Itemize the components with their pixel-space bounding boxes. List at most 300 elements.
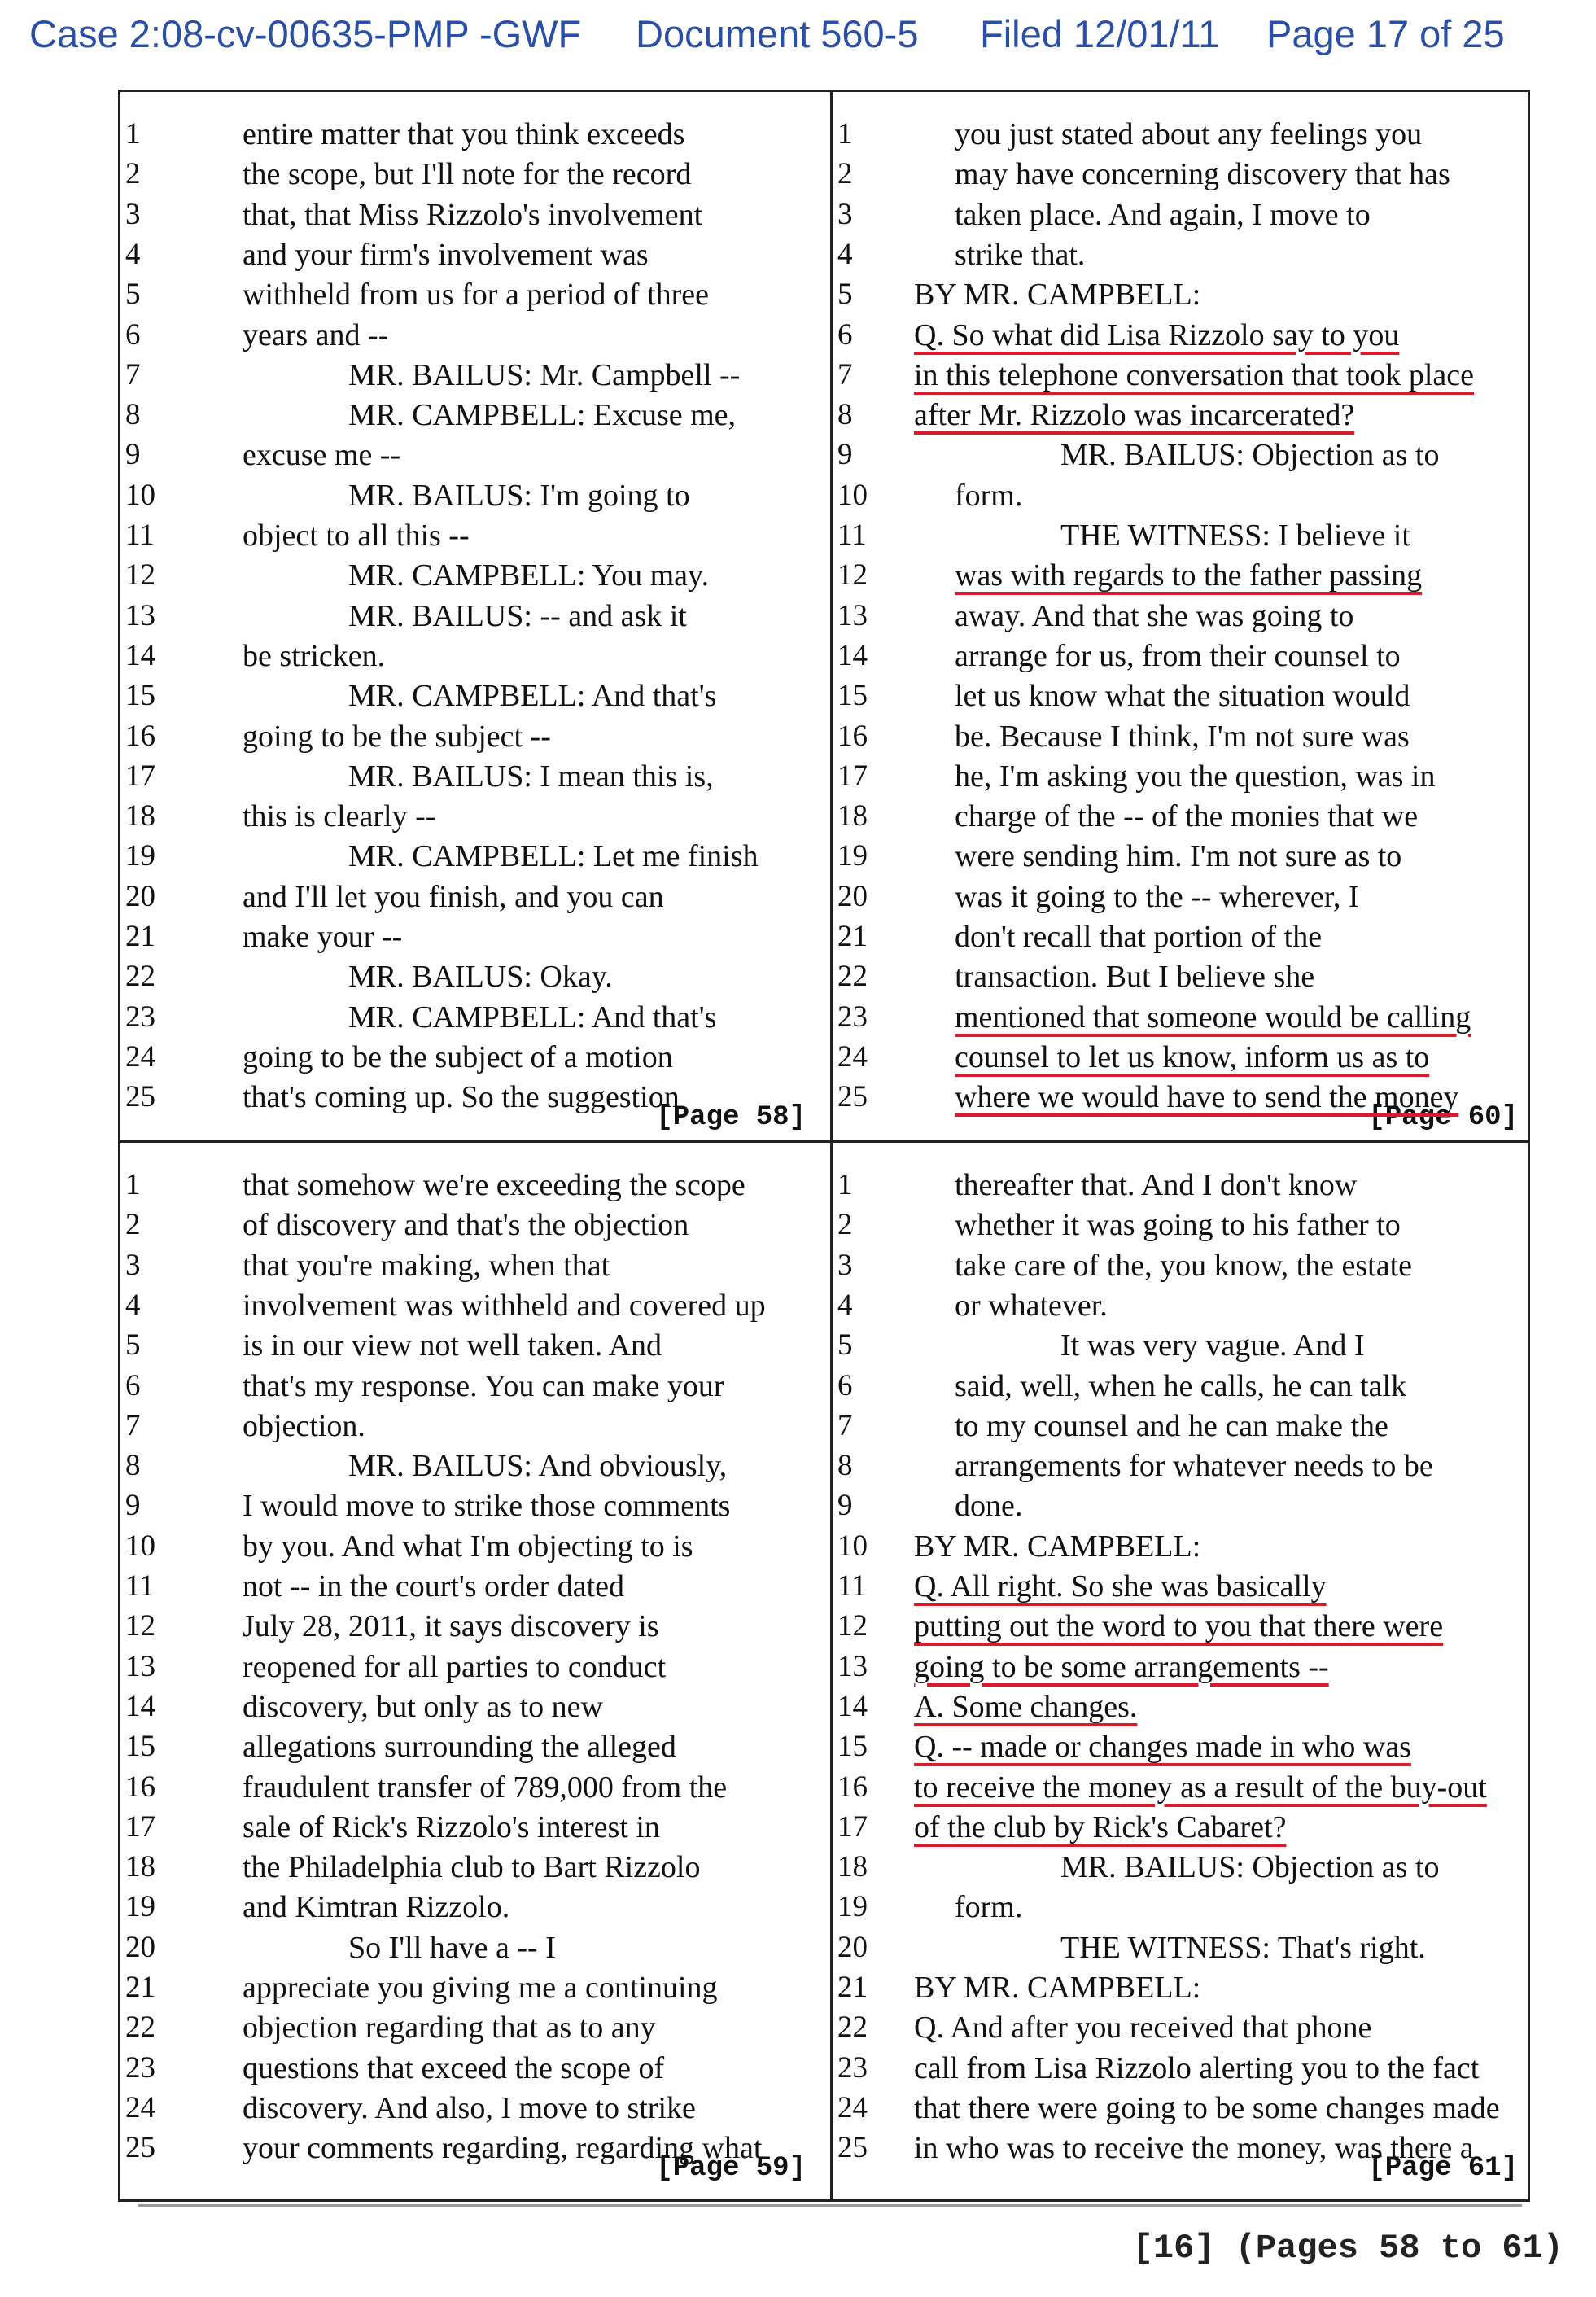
line-text: was with regards to the father passing bbox=[955, 558, 1423, 593]
transcript-line bbox=[833, 2049, 1533, 2088]
line-text: were sending him. I'm not sure as to bbox=[955, 839, 1402, 874]
transcript-line bbox=[120, 1768, 820, 1807]
line-text: is in our view not well taken. And bbox=[243, 1328, 662, 1363]
transcript-line bbox=[120, 1367, 820, 1406]
transcript-line bbox=[120, 556, 820, 595]
line-text: Q. And after you received that phone bbox=[914, 2010, 1372, 2045]
line-number: 23 bbox=[125, 2050, 155, 2085]
transcript-line bbox=[120, 435, 820, 475]
transcript-line bbox=[833, 476, 1533, 515]
line-text: be stricken. bbox=[243, 638, 386, 673]
transcript-line bbox=[833, 957, 1533, 996]
transcript-line bbox=[833, 2008, 1533, 2047]
line-number: 15 bbox=[125, 679, 155, 713]
line-text: Q. So what did Lisa Rizzolo say to you bbox=[914, 317, 1400, 352]
line-number: 16 bbox=[125, 719, 155, 753]
transcript-page-61 bbox=[833, 1143, 1533, 2189]
line-number: 13 bbox=[837, 1649, 868, 1683]
line-number: 4 bbox=[125, 237, 141, 271]
line-number: 11 bbox=[125, 1569, 155, 1603]
line-number: 13 bbox=[837, 598, 868, 632]
page-label: [Page 61] bbox=[1368, 2153, 1518, 2184]
line-text: charge of the -- of the monies that we bbox=[955, 799, 1419, 834]
transcript-page-59 bbox=[120, 1143, 820, 2189]
line-text: July 28, 2011, it says discovery is bbox=[243, 1609, 659, 1644]
line-text: withheld from us for a period of three bbox=[243, 278, 709, 313]
line-number: 12 bbox=[837, 1609, 868, 1643]
line-number: 12 bbox=[125, 1609, 155, 1643]
line-text: MR. BAILUS: Mr. Campbell -- bbox=[348, 357, 741, 392]
line-number: 19 bbox=[125, 839, 155, 873]
transcript-line bbox=[120, 1687, 820, 1726]
line-text: excuse me -- bbox=[243, 438, 401, 473]
line-text: going to be some arrangements -- bbox=[914, 1649, 1329, 1684]
line-text: MR. BAILUS: And obviously, bbox=[348, 1449, 728, 1484]
line-text: done. bbox=[955, 1489, 1023, 1524]
line-number: 4 bbox=[837, 237, 853, 271]
line-number: 11 bbox=[125, 518, 155, 552]
line-number: 12 bbox=[837, 558, 868, 593]
line-number: 10 bbox=[125, 478, 155, 512]
transcript-line bbox=[833, 998, 1533, 1037]
transcript-line bbox=[833, 1848, 1533, 1887]
transcript-line bbox=[120, 1727, 820, 1766]
line-number: 7 bbox=[125, 1408, 141, 1442]
line-number: 14 bbox=[837, 638, 868, 672]
line-number: 1 bbox=[837, 1168, 853, 1201]
transcript-line bbox=[120, 957, 820, 996]
transcript-line bbox=[120, 1888, 820, 1927]
line-number: 17 bbox=[125, 759, 155, 793]
line-text: MR. BAILUS: -- and ask it bbox=[348, 598, 687, 633]
transcript-line bbox=[833, 1205, 1533, 1245]
line-number: 6 bbox=[125, 317, 141, 352]
line-text: that's my response. You can make your bbox=[243, 1368, 724, 1403]
line-text: thereafter that. And I don't know bbox=[955, 1168, 1358, 1202]
transcript-line bbox=[833, 1367, 1533, 1406]
line-text: MR. CAMPBELL: Let me finish bbox=[348, 839, 759, 874]
line-number: 22 bbox=[125, 2010, 155, 2045]
line-number: 19 bbox=[125, 1890, 155, 1924]
transcript-line bbox=[833, 1768, 1533, 1807]
transcript-line bbox=[120, 1166, 820, 1205]
line-number: 2 bbox=[125, 1208, 141, 1242]
line-number: 21 bbox=[837, 920, 868, 953]
line-number: 8 bbox=[837, 1449, 853, 1483]
line-number: 7 bbox=[837, 357, 853, 392]
line-text: BY MR. CAMPBELL: bbox=[914, 278, 1201, 313]
transcript-line bbox=[833, 155, 1533, 194]
line-text: sale of Rick's Rizzolo's interest in bbox=[243, 1809, 660, 1844]
transcript-line bbox=[833, 516, 1533, 555]
transcript-line bbox=[120, 1205, 820, 1245]
line-text: counsel to let us know, inform us as to bbox=[955, 1039, 1430, 1074]
line-number: 18 bbox=[125, 1850, 155, 1884]
line-number: 5 bbox=[837, 1328, 853, 1363]
transcript-line bbox=[120, 2089, 820, 2128]
line-text: was it going to the -- wherever, I bbox=[955, 879, 1359, 914]
line-number: 24 bbox=[837, 2090, 868, 2124]
line-text: MR. CAMPBELL: Excuse me, bbox=[348, 398, 737, 433]
transcript-line bbox=[833, 877, 1533, 917]
transcript-line bbox=[120, 1446, 820, 1485]
line-text: mentioned that someone would be calling bbox=[955, 1000, 1471, 1035]
line-number: 9 bbox=[125, 438, 141, 472]
line-text: the Philadelphia club to Bart Rizzolo bbox=[243, 1850, 701, 1885]
line-number: 17 bbox=[837, 759, 868, 793]
line-text: be. Because I think, I'm not sure was bbox=[955, 719, 1410, 754]
transcript-line bbox=[833, 316, 1533, 355]
line-number: 9 bbox=[125, 1489, 141, 1523]
line-text: objection. bbox=[243, 1408, 365, 1443]
line-number: 23 bbox=[837, 2050, 868, 2085]
transcript-line bbox=[833, 1486, 1533, 1525]
line-text: I would move to strike those comments bbox=[243, 1489, 731, 1524]
page-label: [Page 58] bbox=[656, 1102, 806, 1133]
transcript-line bbox=[833, 1607, 1533, 1646]
transcript-line bbox=[833, 757, 1533, 796]
transcript-line bbox=[120, 917, 820, 956]
line-number: 10 bbox=[125, 1529, 155, 1563]
transcript-line bbox=[833, 1166, 1533, 1205]
line-number: 16 bbox=[837, 1770, 868, 1804]
transcript-line bbox=[120, 1486, 820, 1525]
line-number: 11 bbox=[837, 1569, 867, 1603]
line-text: that there were going to be some changes made bbox=[914, 2090, 1500, 2125]
transcript-line bbox=[833, 1286, 1533, 1325]
line-number: 1 bbox=[125, 117, 141, 151]
line-number: 19 bbox=[837, 839, 868, 873]
transcript-line bbox=[120, 637, 820, 676]
transcript-line bbox=[120, 676, 820, 715]
line-number: 21 bbox=[125, 1971, 155, 2004]
transcript-line bbox=[833, 556, 1533, 595]
line-number: 20 bbox=[125, 1930, 155, 1964]
line-number: 25 bbox=[125, 1080, 155, 1114]
line-text: arrange for us, from their counsel to bbox=[955, 638, 1401, 673]
line-text: you just stated about any feelings you bbox=[955, 117, 1423, 151]
line-number: 17 bbox=[125, 1809, 155, 1844]
transcript-line bbox=[833, 1038, 1533, 1077]
transcript-line bbox=[120, 1607, 820, 1646]
transcript-line bbox=[833, 1727, 1533, 1766]
line-text: don't recall that portion of the bbox=[955, 920, 1323, 954]
line-text: taken place. And again, I move to bbox=[955, 197, 1371, 232]
line-number: 22 bbox=[837, 2010, 868, 2045]
line-number: 13 bbox=[125, 598, 155, 632]
line-number: 9 bbox=[837, 1489, 853, 1523]
transcript-line bbox=[120, 1968, 820, 2007]
transcript-line bbox=[833, 1567, 1533, 1606]
line-text: and your firm's involvement was bbox=[243, 237, 649, 272]
line-number: 23 bbox=[837, 1000, 868, 1034]
transcript-line bbox=[120, 2129, 820, 2168]
transcript-line bbox=[120, 155, 820, 194]
line-number: 9 bbox=[837, 438, 853, 472]
transcript-line bbox=[120, 396, 820, 435]
line-text: your comments regarding, regarding what bbox=[243, 2131, 763, 2166]
transcript-line bbox=[833, 676, 1533, 715]
line-text: MR. CAMPBELL: And that's bbox=[348, 1000, 717, 1035]
line-text: THE WITNESS: That's right. bbox=[1060, 1930, 1426, 1965]
line-text: not -- in the court's order dated bbox=[243, 1569, 625, 1604]
line-number: 22 bbox=[837, 960, 868, 994]
line-number: 20 bbox=[125, 879, 155, 913]
transcript-line bbox=[120, 717, 820, 756]
transcript-line bbox=[120, 837, 820, 876]
line-number: 16 bbox=[125, 1770, 155, 1804]
transcript-line bbox=[120, 476, 820, 515]
transcript-line bbox=[833, 1407, 1533, 1446]
line-text: going to be the subject -- bbox=[243, 719, 551, 754]
page-footer: [16] (Pages 58 to 61) bbox=[1132, 2229, 1563, 2268]
line-text: discovery. And also, I move to strike bbox=[243, 2090, 696, 2125]
line-number: 2 bbox=[125, 157, 141, 191]
line-text: this is clearly -- bbox=[243, 799, 436, 834]
line-number: 7 bbox=[125, 357, 141, 392]
transcript-line bbox=[120, 1808, 820, 1847]
line-number: 12 bbox=[125, 558, 155, 593]
line-text: MR. CAMPBELL: You may. bbox=[348, 558, 710, 593]
transcript-line bbox=[833, 1326, 1533, 1365]
line-number: 7 bbox=[837, 1408, 853, 1442]
line-text: discovery, but only as to new bbox=[243, 1689, 603, 1724]
line-text: and Kimtran Rizzolo. bbox=[243, 1890, 510, 1925]
transcript-line bbox=[833, 797, 1533, 836]
line-text: appreciate you giving me a continuing bbox=[243, 1971, 718, 2005]
line-text: BY MR. CAMPBELL: bbox=[914, 1529, 1201, 1564]
line-text: BY MR. CAMPBELL: bbox=[914, 1971, 1201, 2005]
transcript-line bbox=[833, 2129, 1533, 2168]
transcript-line bbox=[833, 2089, 1533, 2128]
line-text: after Mr. Rizzolo was incarcerated? bbox=[914, 398, 1355, 433]
line-number: 6 bbox=[837, 317, 853, 352]
line-text: the scope, but I'll note for the record bbox=[243, 157, 692, 192]
transcript-line bbox=[833, 275, 1533, 314]
transcript-line bbox=[833, 1078, 1533, 1117]
line-text: objection regarding that as to any bbox=[243, 2010, 656, 2045]
line-number: 16 bbox=[837, 719, 868, 753]
line-text: he, I'm asking you the question, was in bbox=[955, 759, 1436, 794]
line-text: or whatever. bbox=[955, 1288, 1108, 1323]
transcript-line bbox=[833, 1246, 1533, 1285]
case-number: Case 2:08-cv-00635-PMP -GWF bbox=[29, 12, 582, 55]
line-number: 18 bbox=[837, 799, 868, 833]
line-text: Q. -- made or changes made in who was bbox=[914, 1730, 1411, 1765]
line-number: 13 bbox=[125, 1649, 155, 1683]
transcript-line bbox=[833, 396, 1533, 435]
transcript-line bbox=[120, 1407, 820, 1446]
line-text: of the club by Rick's Cabaret? bbox=[914, 1809, 1287, 1844]
line-text: form. bbox=[955, 1890, 1023, 1925]
line-text: allegations surrounding the alleged bbox=[243, 1730, 676, 1765]
transcript-line bbox=[833, 195, 1533, 234]
line-number: 8 bbox=[125, 1449, 141, 1483]
line-number: 17 bbox=[837, 1809, 868, 1844]
transcript-line bbox=[833, 1808, 1533, 1847]
line-text: going to be the subject of a motion bbox=[243, 1039, 673, 1074]
transcript-line bbox=[833, 837, 1533, 876]
transcript-line bbox=[833, 1968, 1533, 2007]
line-text: let us know what the situation would bbox=[955, 679, 1410, 714]
line-number: 25 bbox=[125, 2131, 155, 2165]
line-text: that, that Miss Rizzolo's involvement bbox=[243, 197, 703, 232]
transcript-line bbox=[120, 1527, 820, 1566]
line-text: where we would have to send the money bbox=[955, 1080, 1459, 1115]
line-number: 11 bbox=[837, 518, 867, 552]
line-number: 24 bbox=[125, 2090, 155, 2124]
transcript-line bbox=[120, 1078, 820, 1117]
line-text: to my counsel and he can make the bbox=[955, 1408, 1388, 1443]
line-text: arrangements for whatever needs to be bbox=[955, 1449, 1433, 1484]
transcript-line bbox=[120, 797, 820, 836]
transcript-line bbox=[120, 356, 820, 395]
line-number: 5 bbox=[125, 1328, 141, 1363]
line-text: call from Lisa Rizzolo alerting you to the fact bbox=[914, 2050, 1480, 2085]
transcript-line bbox=[120, 1928, 820, 1967]
line-number: 20 bbox=[837, 879, 868, 913]
line-number: 15 bbox=[125, 1730, 155, 1764]
transcript-line bbox=[833, 1687, 1533, 1726]
transcript-line bbox=[833, 1647, 1533, 1687]
line-number: 24 bbox=[125, 1039, 155, 1074]
transcript-line bbox=[833, 597, 1533, 636]
transcript-line bbox=[833, 1446, 1533, 1485]
line-text: form. bbox=[955, 478, 1023, 513]
filed-date: Filed 12/01/11 bbox=[980, 12, 1220, 55]
line-text: reopened for all parties to conduct bbox=[243, 1649, 667, 1684]
line-text: transaction. But I believe she bbox=[955, 960, 1315, 995]
line-text: in who was to receive the money, was there a bbox=[914, 2131, 1474, 2166]
line-text: said, well, when he calls, he can talk bbox=[955, 1368, 1407, 1403]
line-number: 6 bbox=[837, 1368, 853, 1402]
line-text: MR. BAILUS: Okay. bbox=[348, 960, 613, 995]
transcript-line bbox=[833, 917, 1533, 956]
line-number: 8 bbox=[837, 398, 853, 432]
line-number: 25 bbox=[837, 1080, 868, 1114]
line-number: 15 bbox=[837, 1730, 868, 1764]
line-number: 1 bbox=[837, 117, 853, 151]
transcript-line bbox=[120, 1567, 820, 1606]
transcript-line bbox=[120, 316, 820, 355]
line-number: 10 bbox=[837, 1529, 868, 1563]
transcript-line bbox=[120, 275, 820, 314]
transcript-line bbox=[833, 1928, 1533, 1967]
transcript-line bbox=[833, 235, 1533, 274]
line-number: 5 bbox=[837, 278, 853, 312]
line-number: 15 bbox=[837, 679, 868, 713]
line-number: 3 bbox=[837, 1248, 853, 1282]
line-number: 2 bbox=[837, 157, 853, 191]
page-label: [Page 60] bbox=[1368, 1102, 1518, 1133]
line-text: of discovery and that's the objection bbox=[243, 1208, 689, 1243]
transcript-line bbox=[120, 877, 820, 917]
line-text: strike that. bbox=[955, 237, 1086, 272]
line-number: 21 bbox=[125, 920, 155, 953]
line-number: 2 bbox=[837, 1208, 853, 1242]
scan-artifact-line bbox=[138, 2204, 1522, 2207]
line-number: 14 bbox=[837, 1689, 868, 1723]
document-header bbox=[29, 11, 1559, 68]
line-text: MR. BAILUS: I mean this is, bbox=[348, 759, 714, 794]
line-number: 23 bbox=[125, 1000, 155, 1034]
line-text: MR. CAMPBELL: And that's bbox=[348, 679, 717, 714]
line-text: object to all this -- bbox=[243, 518, 470, 553]
line-text: involvement was withheld and covered up bbox=[243, 1288, 766, 1323]
line-number: 10 bbox=[837, 478, 868, 512]
line-text: Q. All right. So she was basically bbox=[914, 1569, 1327, 1604]
line-number: 4 bbox=[837, 1288, 853, 1322]
line-text: whether it was going to his father to bbox=[955, 1208, 1401, 1243]
transcript-line bbox=[120, 195, 820, 234]
line-text: take care of the, you know, the estate bbox=[955, 1248, 1413, 1283]
line-text: by you. And what I'm objecting to is bbox=[243, 1529, 693, 1564]
transcript-line bbox=[120, 1647, 820, 1687]
document-number: Document 560-5 bbox=[636, 12, 919, 55]
line-number: 18 bbox=[837, 1850, 868, 1884]
line-text: A. Some changes. bbox=[914, 1689, 1138, 1724]
line-number: 19 bbox=[837, 1890, 868, 1924]
line-text: entire matter that you think exceeds bbox=[243, 117, 685, 151]
line-number: 3 bbox=[837, 197, 853, 231]
transcript-line bbox=[833, 637, 1533, 676]
transcript-line bbox=[833, 356, 1533, 395]
transcript-line bbox=[833, 1888, 1533, 1927]
line-text: fraudulent transfer of 789,000 from the bbox=[243, 1770, 728, 1805]
line-text: MR. BAILUS: Objection as to bbox=[1060, 1850, 1440, 1885]
transcript-page-58 bbox=[120, 92, 820, 1138]
line-text: away. And that she was going to bbox=[955, 598, 1354, 633]
line-number: 20 bbox=[837, 1930, 868, 1964]
line-number: 4 bbox=[125, 1288, 141, 1322]
transcript-line bbox=[120, 516, 820, 555]
line-text: THE WITNESS: I believe it bbox=[1060, 518, 1410, 553]
line-number: 6 bbox=[125, 1368, 141, 1402]
line-text: make your -- bbox=[243, 920, 403, 954]
transcript-grid bbox=[118, 90, 1530, 2202]
transcript-line bbox=[120, 1286, 820, 1325]
line-number: 14 bbox=[125, 638, 155, 672]
line-text: So I'll have a -- I bbox=[348, 1930, 556, 1965]
line-number: 22 bbox=[125, 960, 155, 994]
line-number: 8 bbox=[125, 398, 141, 432]
line-text: in this telephone conversation that took place bbox=[914, 357, 1475, 392]
line-text: to receive the money as a result of the buy-out bbox=[914, 1770, 1487, 1805]
line-text: MR. BAILUS: I'm going to bbox=[348, 478, 690, 513]
line-number: 14 bbox=[125, 1689, 155, 1723]
transcript-line bbox=[120, 597, 820, 636]
line-text: It was very vague. And I bbox=[1060, 1328, 1365, 1363]
line-number: 3 bbox=[125, 197, 141, 231]
line-text: questions that exceed the scope of bbox=[243, 2050, 665, 2085]
transcript-line bbox=[833, 717, 1533, 756]
line-number: 24 bbox=[837, 1039, 868, 1074]
transcript-line bbox=[833, 435, 1533, 475]
transcript-line bbox=[120, 2008, 820, 2047]
line-text: that's coming up. So the suggestion bbox=[243, 1080, 680, 1115]
line-text: putting out the word to you that there were bbox=[914, 1609, 1444, 1644]
line-text: may have concerning discovery that has bbox=[955, 157, 1450, 192]
line-text: that somehow we're exceeding the scope bbox=[243, 1168, 746, 1202]
page-label: [Page 59] bbox=[656, 2153, 806, 2184]
line-number: 5 bbox=[125, 278, 141, 312]
transcript-line bbox=[120, 998, 820, 1037]
line-text: MR. BAILUS: Objection as to bbox=[1060, 438, 1440, 473]
transcript-line bbox=[120, 1326, 820, 1365]
transcript-line bbox=[120, 1038, 820, 1077]
line-number: 25 bbox=[837, 2131, 868, 2165]
transcript-line bbox=[120, 757, 820, 796]
